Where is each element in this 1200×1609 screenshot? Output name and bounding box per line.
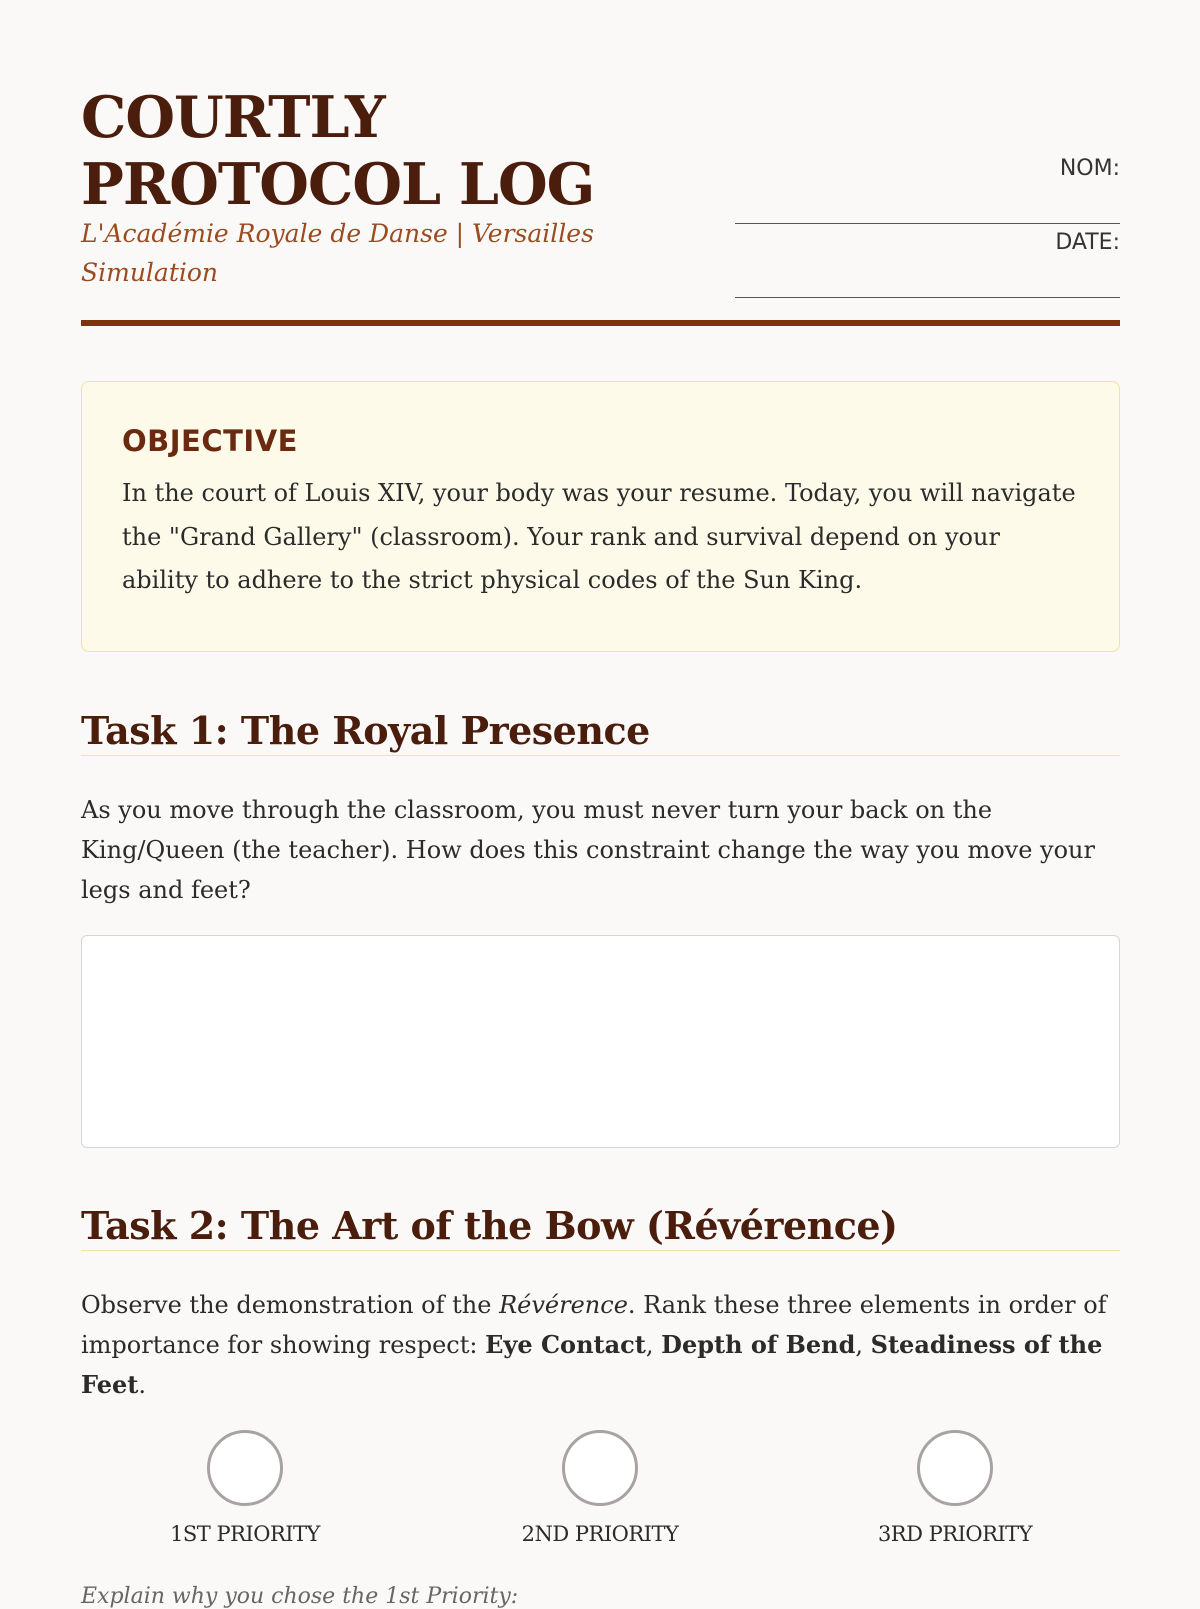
explain-label: Explain why you chose the 1st Priority: — [81, 1584, 519, 1609]
priority-label-3: 3RD PRIORITY — [877, 1522, 1033, 1546]
task1-prompt: As you move through the classroom, you must never turn your back on the King/Queen (the teacher). How does this constraint change the way you move your legs and feet? — [81, 796, 1095, 904]
task2-text-mid: . Rank these three elements in order of importance for showing respect: — [81, 1291, 1107, 1359]
priority-label-1: 1ST PRIORITY — [170, 1522, 320, 1546]
header — [81, 0, 1120, 330]
worksheet-page — [81, 0, 1120, 1609]
priority-slot-2 — [500, 1430, 700, 1546]
priority-circle-2[interactable] — [562, 1430, 638, 1506]
objective-title: OBJECTIVE — [122, 424, 298, 458]
task2-prompt — [81, 1285, 1120, 1405]
nom-field[interactable] — [735, 150, 1120, 224]
meta-fields — [735, 150, 1120, 298]
header-divider — [81, 320, 1120, 326]
task2-element-eye-contact: Eye Contact — [485, 1330, 646, 1359]
task2-text-before: Observe the demonstration of the — [81, 1291, 500, 1319]
task2-title: Task 2: The Art of the Bow (Révérence) — [81, 1203, 1120, 1251]
priority-slot-3 — [855, 1430, 1055, 1546]
task1-answer-box[interactable] — [81, 935, 1120, 1148]
task2-element-steadiness: Steadiness of the Feet — [81, 1330, 1103, 1399]
page-title: COURTLY PROTOCOL LOG — [81, 84, 595, 218]
priority-label-2: 2ND PRIORITY — [521, 1522, 679, 1546]
priority-slot-1 — [145, 1430, 345, 1546]
task1-title: Task 1: The Royal Presence — [81, 708, 1120, 756]
nom-label: NOM: — [1059, 156, 1120, 181]
objective-text: In the court of Louis XIV, your body was your resume. Today, you will navigate the "Grand Gallery" (classroom). Your rank and survival depend on your ability to adhere to the strict physical codes of the Sun King. — [122, 479, 1076, 594]
date-field[interactable] — [735, 224, 1120, 298]
priority-circle-3[interactable] — [917, 1430, 993, 1506]
page-subtitle: L'Académie Royale de Danse | Versailles Simulation — [81, 219, 594, 287]
date-label: DATE: — [1055, 230, 1120, 255]
task2-element-depth: Depth of Bend — [661, 1330, 856, 1359]
task2-end: . — [138, 1371, 146, 1399]
task2-sep: , — [645, 1331, 662, 1359]
task2-sep: , — [855, 1331, 871, 1359]
objective-box — [81, 381, 1120, 652]
priority-circle-1[interactable] — [207, 1430, 283, 1506]
task2-term: Révérence — [499, 1291, 628, 1319]
